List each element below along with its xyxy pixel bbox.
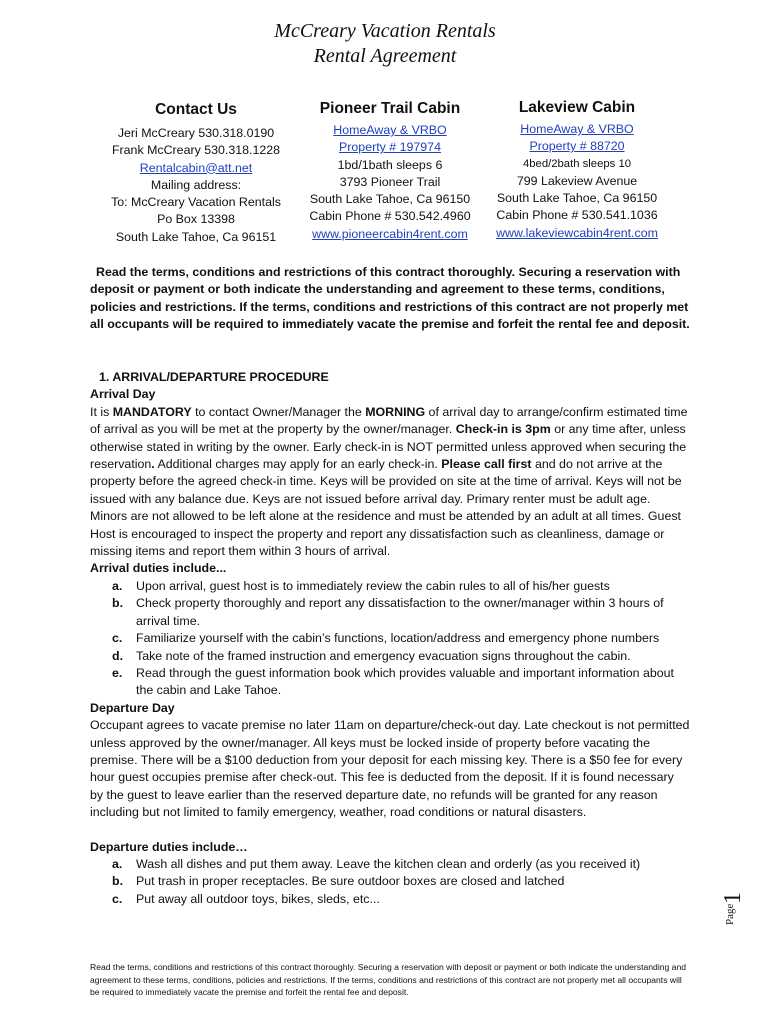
departure-duties-list [90,856,690,908]
pioneer-listing-link[interactable]: HomeAway & VRBO [333,123,447,137]
list-item-text: Familiarize yourself with the cabin’s functions, location/address and emergency phone numbers [136,631,660,646]
list-item-text: Take note of the framed instruction and emergency evacuation signs throughout the cabin. [136,648,631,663]
pioneer-property-link[interactable]: Property # 197974 [339,140,441,155]
list-marker: e. [112,665,123,680]
document-title: McCreary Vacation Rentals [274,20,496,42]
arrival-mandatory: MANDATORY [112,404,192,419]
pioneer-column [290,99,490,243]
list-item [90,578,690,595]
document-subtitle: Rental Agreement [313,45,457,67]
list-item-text: Check property thoroughly and report any dissatisfaction to the owner/manager within 3 hours of arrival time. [136,596,664,628]
lakeview-address: 799 Lakeview Avenue [516,173,638,188]
mailing-label: Mailing address: [150,177,242,192]
lakeview-property-link[interactable]: Property # 88720 [529,139,625,154]
list-item-text: Upon arrival, guest host is to immediately review the cabin rules to all of his/her guests [136,578,610,593]
contact-column [96,100,296,246]
lakeview-phone: Cabin Phone # 530.541.1036 [496,208,658,223]
list-marker: c. [112,631,123,646]
arrival-text-5: Additional charges may apply for an early check-in. [154,457,442,472]
page-label: Page [724,903,736,925]
list-marker: a. [112,578,123,593]
arrival-text-4: or any time after, unless otherwise stated in writing by the owner. Early check-in is NOT permitted unless approved when securing the reservation [90,422,687,472]
spacer [90,822,690,839]
departure-day-heading: Departure Day [90,700,175,715]
list-item [90,630,690,647]
pioneer-website-link[interactable]: www.pioneercabin4rent.com [312,226,468,241]
page-number-marker [718,870,746,930]
arrival-period: . [151,457,155,472]
list-marker: b. [112,596,124,611]
page-footer: Read the terms, conditions and restrictions of this contract thoroughly. Securing a reservation with deposit or payment or both indicate the understanding and agreement to these terms, conditions, policies and restrictions. If the terms, conditions and restrictions of this contract are not properly met all occupants will be required to immediately vacate the premise and forfeit the rental fee and deposit. [90,962,687,998]
pioneer-address: 3793 Pioneer Trail [339,174,441,189]
list-item [90,856,690,873]
mailing-po-box: Po Box 13398 [157,212,235,227]
arrival-text-3: of arrival day to arrange/confirm estimated time of arrival as you will be met at the property by the owner/manager. [90,404,688,437]
contact-email-link[interactable]: Rentalcabin@att.net [139,160,253,175]
arrival-call-first: Please call first [441,457,532,472]
list-item [90,595,690,630]
list-item-text: Wash all dishes and put them away. Leave the kitchen clean and orderly (as you received it) [136,856,641,871]
lakeview-website-link[interactable]: www.lakeviewcabin4rent.com [496,225,658,240]
arrival-duties-heading: Arrival duties include... [90,561,227,576]
arrival-checkin-time: Check-in is 3pm [455,422,551,437]
list-item-text: Read through the guest information book which provides valuable and important information about the cabin and Lake Tahoe. [136,665,674,698]
arrival-day-heading: Arrival Day [90,387,156,402]
list-marker: d. [112,648,124,663]
arrival-paragraph [90,404,690,561]
mailing-to: To: McCreary Vacation Rentals [111,195,281,210]
departure-duties-heading: Departure duties include… [90,839,248,854]
list-item [90,891,690,908]
contact-frank: Frank McCreary 530.318.1228 [111,143,281,158]
intro-paragraph [90,264,690,334]
contact-heading: Contact Us [155,101,237,118]
page-number: 1 [720,892,746,904]
lakeview-city: South Lake Tahoe, Ca 96150 [496,191,658,206]
lakeview-column [477,98,677,242]
departure-paragraph: Occupant agrees to vacate premise no later 11am on departure/check-out day. Late checkout is not permitted unless approved by the owner/manager. All keys must be locked inside of property before vacating the premise. There will be a $100 deduction from your deposit for each missing key. There is a $50 fee for every hour guest occupies premise after check-out. This fee is deducted from the deposit. If it is found necessary by the guest to leave earlier than the reserved departure date, no refunds will be granted for any reason including but not limited to family emergency, weather, road conditions or natural disasters. [90,718,690,820]
list-item-text: Put away all outdoor toys, bikes, sleds, etc... [136,891,380,906]
pioneer-heading: Pioneer Trail Cabin [319,100,461,117]
mailing-city: South Lake Tahoe, Ca 96151 [115,229,277,244]
list-marker: c. [112,891,123,906]
list-item-text: Put trash in proper receptacles. Be sure outdoor boxes are closed and latched [136,874,565,889]
pioneer-city: South Lake Tahoe, Ca 96150 [309,192,471,207]
pioneer-rooms: 1bd/1bath sleeps 6 [337,157,443,172]
arrival-duties-list [90,578,690,700]
lakeview-listing-link[interactable]: HomeAway & VRBO [520,122,634,136]
section-heading: 1. ARRIVAL/DEPARTURE PROCEDURE [99,370,329,384]
arrival-text-2: to contact Owner/Manager the [191,404,366,419]
list-marker: a. [112,856,123,871]
list-item [90,648,690,665]
lakeview-heading: Lakeview Cabin [518,99,636,116]
list-item [90,873,690,890]
arrival-text-6: and do not arrive at the property before the agreed check-in time. Keys will be provided on site at the time of arrival. Keys will not be issued with any balance due. Keys are not issued before arrival day. Primary renter must be adult age. Minors are not allowed to be left alone at the residence and must be attended by an adult at all times. Guest Host is encouraged to inspect the property and report any dissatisfaction such as cleanliness, damage or missing items and report them within 3 hours of arrival. [90,457,682,559]
intro-text: Read the terms, conditions and restrictions of this contract thoroughly. Securing a reservation with deposit or payment or both indicate the understanding and agreement to these terms, conditions, policies and restrictions. If the terms, conditions and restrictions of this contract are not properly met all occupants will be required to immediately vacate the premise and forfeit the rental fee and deposit. [90,265,690,332]
lakeview-rooms: 4bed/2bath sleeps 10 [522,157,632,170]
arrival-morning: MORNING [365,404,426,419]
arrival-text-1: It is [90,404,113,419]
pioneer-phone: Cabin Phone # 530.542.4960 [309,209,471,224]
list-marker: b. [112,874,124,889]
section-arrival-departure [90,369,690,908]
list-item [90,665,690,700]
contact-jeri: Jeri McCreary 530.318.0190 [117,126,275,140]
